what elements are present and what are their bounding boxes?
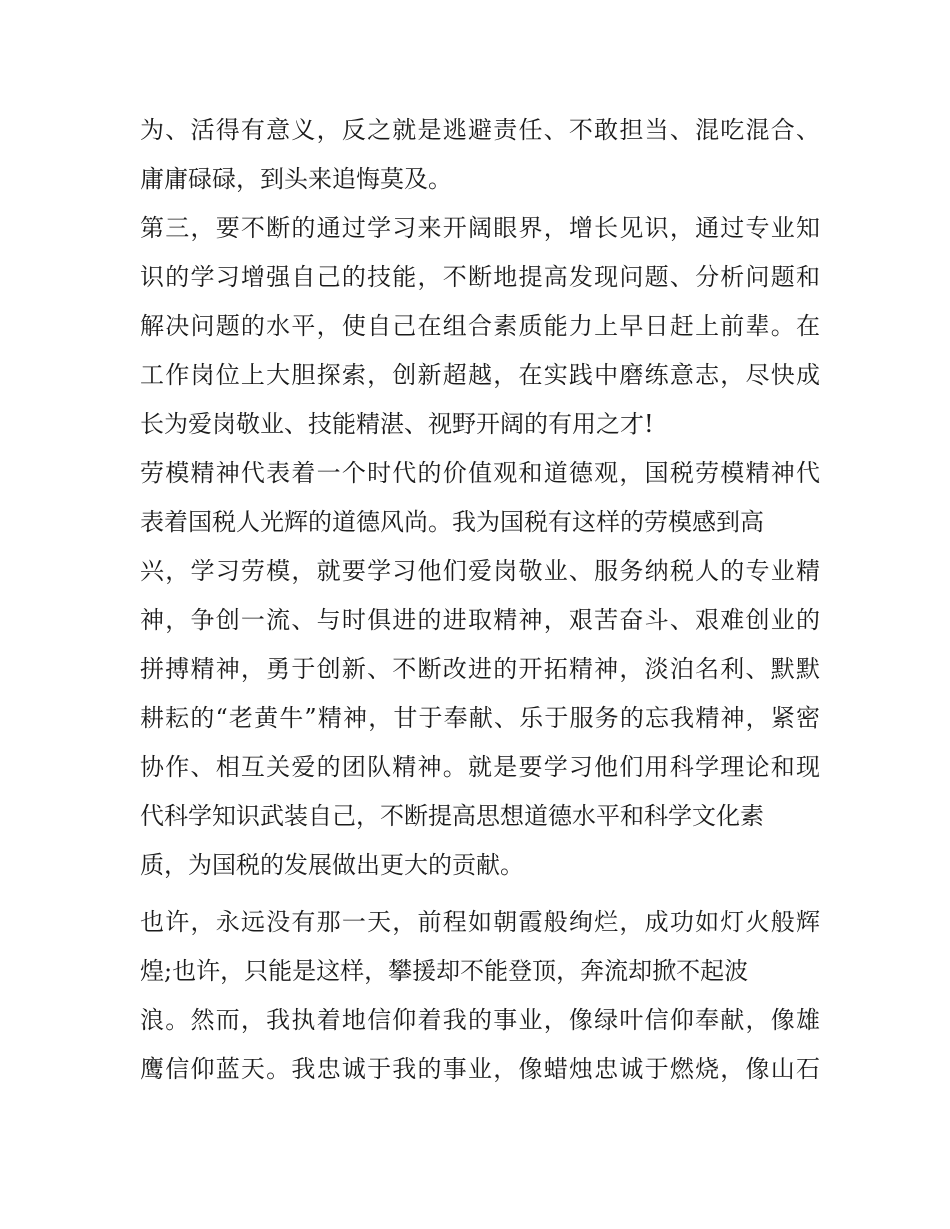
text-line: 神，争创一流、与时俱进的进取精神，艰苦奋斗、艰难创业的 [140,606,820,634]
text-line: 拼搏精神，勇于创新、不断改进的开拓精神，淡泊名利、默默 [140,655,820,683]
text-line: 第三，要不断的通过学习来开阔眼界，增长见识，通过专业知 [140,214,820,242]
text-line: 也许，永远没有那一天，前程如朝霞般绚烂，成功如灯火般辉 [140,908,820,936]
text-line: 庸庸碌碌，到头来追悔莫及。 [140,165,452,193]
text-line: 表着国税人光辉的道德风尚。我为国税有这样的劳模感到高 [140,508,764,536]
text-line: 解决问题的水平，使自己在组合素质能力上早日赶上前辈。在 [140,312,820,340]
text-line: 耕耘的“老黄牛”精神，甘于奉献、乐于服务的忘我精神，紧密 [140,704,820,732]
text-line: 工作岗位上大胆探索，创新超越，在实践中磨练意志，尽快成 [140,361,820,389]
text-line: 鹰信仰蓝天。我忠诚于我的事业，像蜡烛忠诚于燃烧，像山石 [140,1055,820,1083]
text-line: 识的学习增强自己的技能，不断地提高发现问题、分析问题和 [140,263,820,291]
text-line: 协作、相互关爱的团队精神。就是要学习他们用科学理论和现 [140,753,820,781]
text-line: 煌;也许，只能是这样，攀援却不能登顶，奔流却掀不起波 [140,957,749,985]
text-line: 长为爱岗敬业、技能精湛、视野开阔的有用之才! [140,410,654,438]
body-text [140,106,820,1094]
text-line: 代科学知识武装自己，不断提高思想道德水平和科学文化素 [140,802,764,830]
text-line: 为、活得有意义，反之就是逃避责任、不敢担当、混吃混合、 [140,116,820,144]
text-line: 质，为国税的发展做出更大的贡献。 [140,851,524,879]
text-line: 兴，学习劳模，就要学习他们爱岗敬业、服务纳税人的专业精 [140,557,820,585]
text-line: 劳模精神代表着一个时代的价值观和道德观，国税劳模精神代 [140,459,820,487]
text-line: 浪。然而，我执着地信仰着我的事业，像绿叶信仰奉献，像雄 [140,1006,820,1034]
